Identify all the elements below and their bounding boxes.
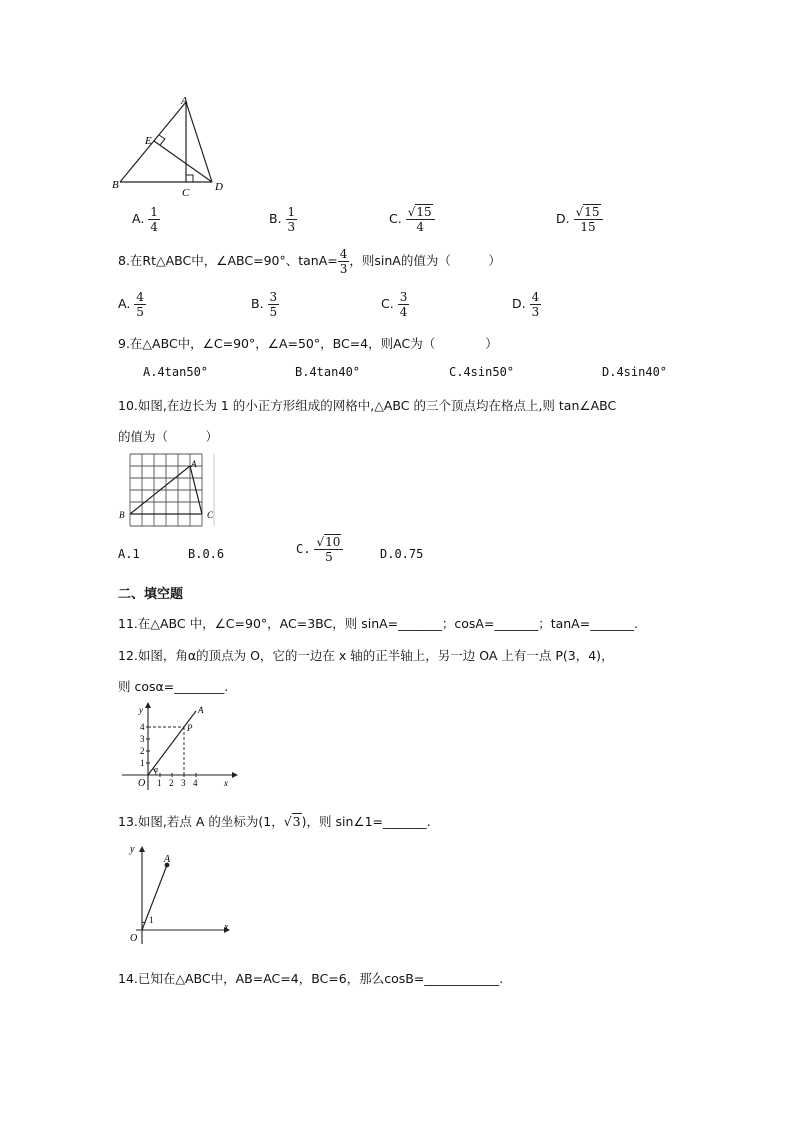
option-label: A. [132,211,145,226]
fig10-label-c: C [207,510,214,520]
fig12-label-o: O [138,778,146,789]
fraction: $\frac{√15}{15}$ [574,206,603,233]
fig12-label-a: A [198,705,204,715]
fig10-label-a: A [191,459,197,469]
fig12-label-p: P [187,723,193,733]
y-axis-arrow [145,702,151,708]
fig7-label-e: E [145,135,152,147]
q10-option-d[interactable]: D.0.75 [380,547,424,561]
q8-option-d[interactable]: D. $\frac{4}{3}$ [512,290,540,319]
option-label: C. [389,211,402,226]
q9-option-b[interactable]: B.4tan40° [295,365,361,379]
fig12-tick-x1: 1 [157,778,162,788]
fig12-tick-x2: 2 [169,778,174,788]
fig12-tick-y1: 1 [140,758,145,768]
fig12-tick-y4: 4 [140,722,145,732]
q10-option-a[interactable]: A.1 [118,547,140,561]
x-axis-arrow [232,772,238,778]
fraction: $\frac{√15}{4}$ [406,206,435,233]
fig7-segment-ba [120,102,186,182]
fig12-tick-y3: 3 [140,734,145,744]
q13-stem: 13.如图,若点 A 的坐标为(1，√3)，则 sin∠1=_______. [118,814,431,829]
q9-option-d[interactable]: D.4sin40° [602,365,668,379]
fig12-tick-y2: 2 [140,746,145,756]
q13-figure [118,838,238,948]
q11-stem: 11.在△ABC 中，∠C=90°，AC=3BC，则 sinA=_______；cosA=_______；tanA=_______. [118,616,638,631]
q7-option-b[interactable] [269,206,297,233]
fig13-label-x: x [224,922,229,933]
q10-option-b[interactable]: B.0.6 [188,547,225,561]
section-heading-fill-in: 二、填空题 [118,587,184,602]
q12-figure [118,700,243,792]
fraction: $\frac{4}{3}$ [339,247,348,276]
fig7-right-angle-c [186,175,193,182]
fig7-label-b: B [112,179,119,191]
q12-stem-line1: 12.如图，角α的顶点为 O，它的一边在 x 轴的正半轴上，另一边 OA 上有一点 P(3，4)， [118,648,614,663]
fig7-segment-ed [154,141,212,182]
q7-figure [112,92,237,202]
q8-option-b[interactable]: B. $\frac{3}{5}$ [251,290,278,319]
fig13-label-o: O [130,933,138,944]
q7-option-c[interactable] [389,206,435,233]
q8-option-a[interactable]: A. $\frac{4}{5}$ [118,290,144,319]
fig13-label-angle-1: 1 [149,915,154,925]
fig12-label-alpha: α [154,765,159,774]
q10-grid-figure [118,452,223,532]
fig7-segment-ad [186,102,212,182]
q10-stem-line2: 的值为（ ） [118,429,219,444]
q10-stem-line1: 10.如图,在边长为 1 的小正方形组成的网格中,△ABC 的三个顶点均在格点上,则 tan∠ABC [118,398,617,413]
fig12-tick-x3: 3 [181,778,186,788]
fig10-label-b: B [119,510,125,520]
q9-option-c[interactable]: C.4sin50° [449,365,515,379]
q7-option-a[interactable] [132,206,160,233]
fraction: $\frac{1}{4}$ [150,205,158,234]
segment-oa [142,865,167,930]
fig7-label-d: D [215,181,223,193]
y-axis-arrow [139,846,145,852]
q8-option-c[interactable]: C. $\frac{3}{4}$ [381,290,408,319]
q10-option-c[interactable]: C. $\frac{√10}{5}$ [296,536,343,563]
q12-stem-line2: 则 cosα=________. [118,679,229,694]
option-label: D. [556,211,570,226]
fig12-label-x: x [224,778,228,788]
q9-stem: 9.在△ABC中，∠C=90°，∠A=50°，BC=4，则AC为（ ） [118,336,498,351]
fig7-right-angle-e [159,135,165,145]
q14-stem: 14.已知在△ABC中，AB=AC=4，BC=6，那么cosB=____________. [118,971,504,986]
q9-option-a[interactable]: A.4tan50° [143,365,209,379]
fig12-label-y: y [139,705,143,715]
option-label: B. [269,211,282,226]
fraction: $\frac{1}{3}$ [287,205,296,234]
fig7-label-a: A [181,95,188,107]
q8-stem: 8.在Rt△ABC中，∠ABC=90°、tanA= $\frac{4}{3}$ ，则sinA的值为（ ） [118,247,501,276]
fig12-tick-x4: 4 [193,778,198,788]
fig13-label-y: y [130,844,135,855]
fig13-label-a: A [164,854,171,865]
fig7-label-c: C [182,187,190,199]
q7-option-d[interactable] [556,206,603,233]
